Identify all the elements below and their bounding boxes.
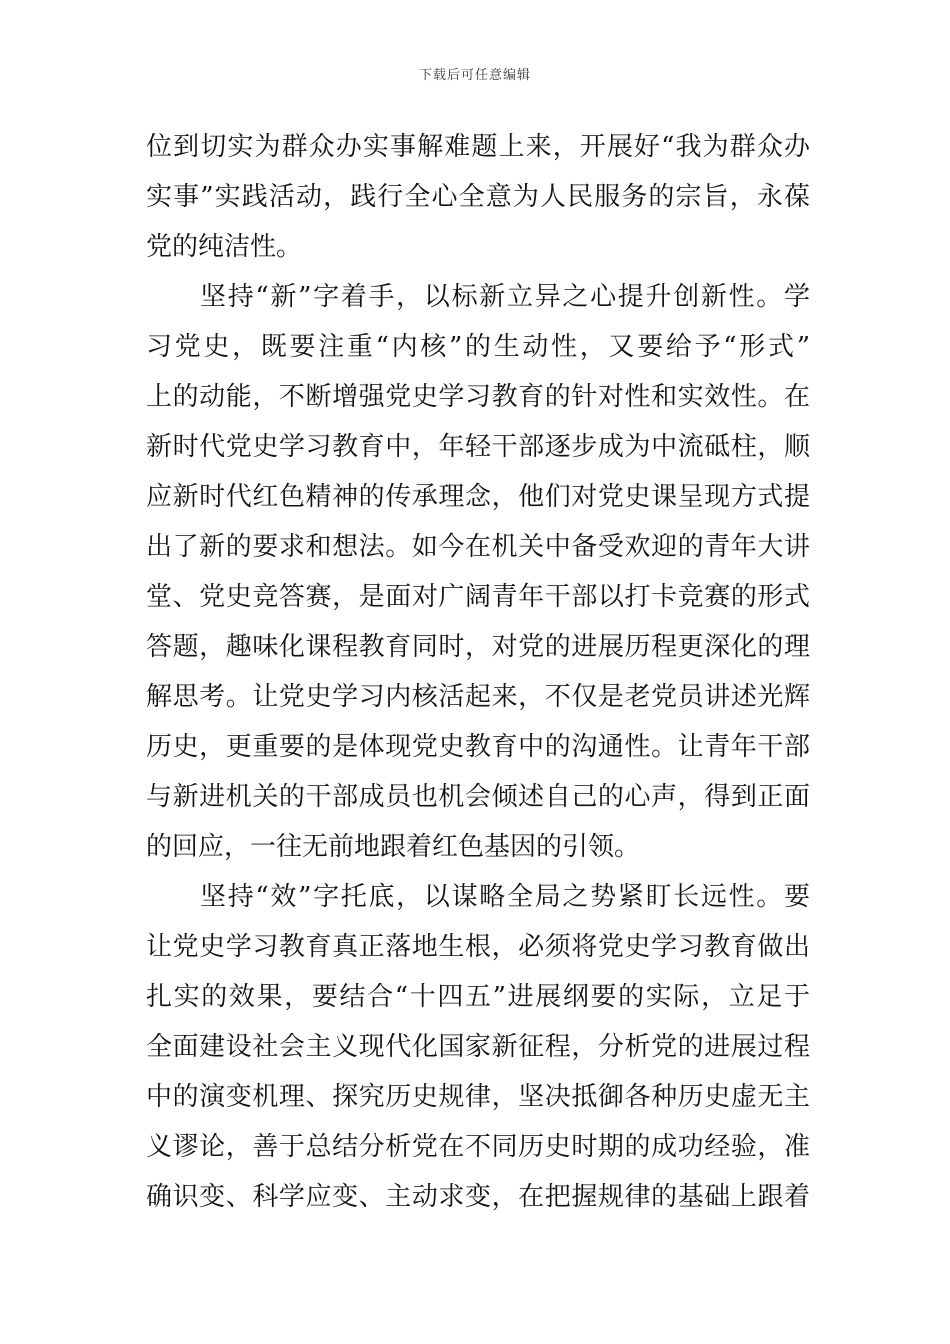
- text-line: 义谬论，善于总结分析党在不同历史时期的成功经验，准: [146, 1132, 810, 1162]
- text-line: 堂、党史竞答赛，是面对广阔青年干部以打卡竞赛的形式: [146, 582, 810, 612]
- text-line: 中的演变机理、探究历史规律，坚决抵御各种历史虚无主: [146, 1082, 810, 1112]
- text-line: 的回应，一往无前地跟着红色基因的引领。: [146, 832, 641, 862]
- text-line: 历史，更重要的是体现党史教育中的沟通性。让青年干部: [146, 732, 810, 762]
- page-header-note: 下载后可任意编辑: [418, 68, 531, 83]
- document-body: [146, 122, 810, 1222]
- text-line: 应新时代红色精神的传承理念，他们对党史课呈现方式提: [146, 482, 810, 512]
- text-line: 新时代党史学习教育中，年轻干部逐步成为中流砥柱，顺: [146, 432, 810, 462]
- text-line: 习党史，既要注重“内核”的生动性，又要给予“形式”: [146, 332, 810, 362]
- text-line: 让党史学习教育真正落地生根，必须将党史学习教育做出: [146, 932, 810, 962]
- text-line: 上的动能，不断增强党史学习教育的针对性和实效性。在: [146, 382, 810, 412]
- text-line: 位到切实为群众办实事解难题上来，开展好“我为群众办: [146, 132, 810, 162]
- text-line: 答题，趣味化课程教育同时，对党的进展历程更深化的理: [146, 632, 810, 662]
- text-line: 实事”实践活动，践行全心全意为人民服务的宗旨，永葆: [146, 182, 810, 212]
- text-line: 出了新的要求和想法。如今在机关中备受欢迎的青年大讲: [146, 532, 810, 562]
- text-line: 确识变、科学应变、主动求变，在把握规律的基础上跟着: [146, 1182, 810, 1212]
- text-line: 扎实的效果，要结合“十四五”进展纲要的实际，立足于: [146, 982, 810, 1012]
- paragraph-3: [146, 872, 810, 1222]
- text-line: 与新进机关的干部成员也机会倾述自己的心声，得到正面: [146, 782, 810, 812]
- text-line: 全面建设社会主义现代化国家新征程，分析党的进展过程: [146, 1032, 810, 1062]
- paragraph-2: [146, 272, 810, 872]
- text-line: 党的纯洁性。: [146, 232, 303, 262]
- text-line: 坚持“效”字托底，以谋略全局之势紧盯长远性。要: [200, 882, 810, 912]
- text-line: 坚持“新”字着手，以标新立异之心提升创新性。学: [200, 282, 810, 312]
- paragraph-1: [146, 122, 810, 272]
- text-line: 解思考。让党史学习内核活起来，不仅是老党员讲述光辉: [146, 682, 810, 712]
